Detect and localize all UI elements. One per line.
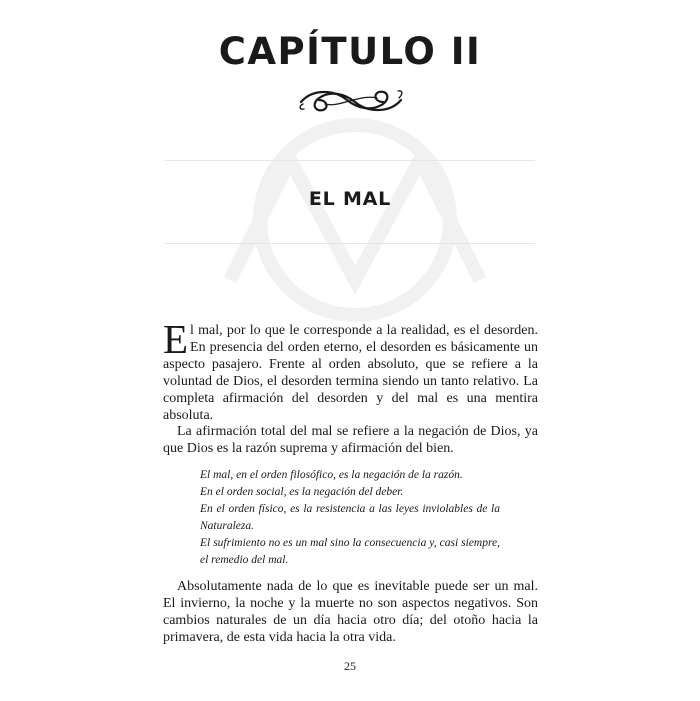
drop-cap: E: [163, 316, 189, 362]
top-divider: [165, 160, 535, 161]
bottom-divider: [165, 243, 535, 244]
paragraph-text: l mal, por lo que le corresponde a la realidad, es el desorden. En presencia del orden eterno, el desorden es básicamente un aspecto pasajero. Frente al orden absoluto, que se refiere a la voluntad de Dios, el desorden termina siendo un tanto relativo. La completa afirmación del desorden y del mal es una mentira absoluta.: [163, 323, 538, 423]
section-title: EL MAL: [308, 188, 392, 210]
italic-quote-block: [200, 467, 500, 569]
paragraph-3: Absolutamente nada de lo que es inevitable puede ser un mal. El invierno, la noche y la muerte no son aspectos negativos. Son cambios naturales de un día hacia otro día; del otoño hacia la primavera, de esta vida hacia la otra vida.: [163, 579, 538, 645]
paragraph-2: La afirmación total del mal se refiere a la negación de Dios, ya que Dios es la razón suprema y afirmación del bien.: [163, 424, 538, 456]
paragraph-1: [163, 316, 538, 424]
quote-line: En el orden físico, es la resistencia a las leyes inviolables de la Naturaleza.: [200, 503, 500, 532]
quote-line: El mal, en el orden filosófico, es la negación de la razón.: [200, 469, 463, 481]
chapter-title: CAPÍTULO II: [218, 30, 482, 73]
quote-line: En el orden social, es la negación del deber.: [200, 486, 404, 498]
faded-watermark-icon: [170, 100, 540, 330]
quote-line: El sufrimiento no es un mal sino la consecuencia y, casi siempre, el remedio del mal.: [200, 537, 500, 566]
page-number: 25: [344, 659, 356, 673]
